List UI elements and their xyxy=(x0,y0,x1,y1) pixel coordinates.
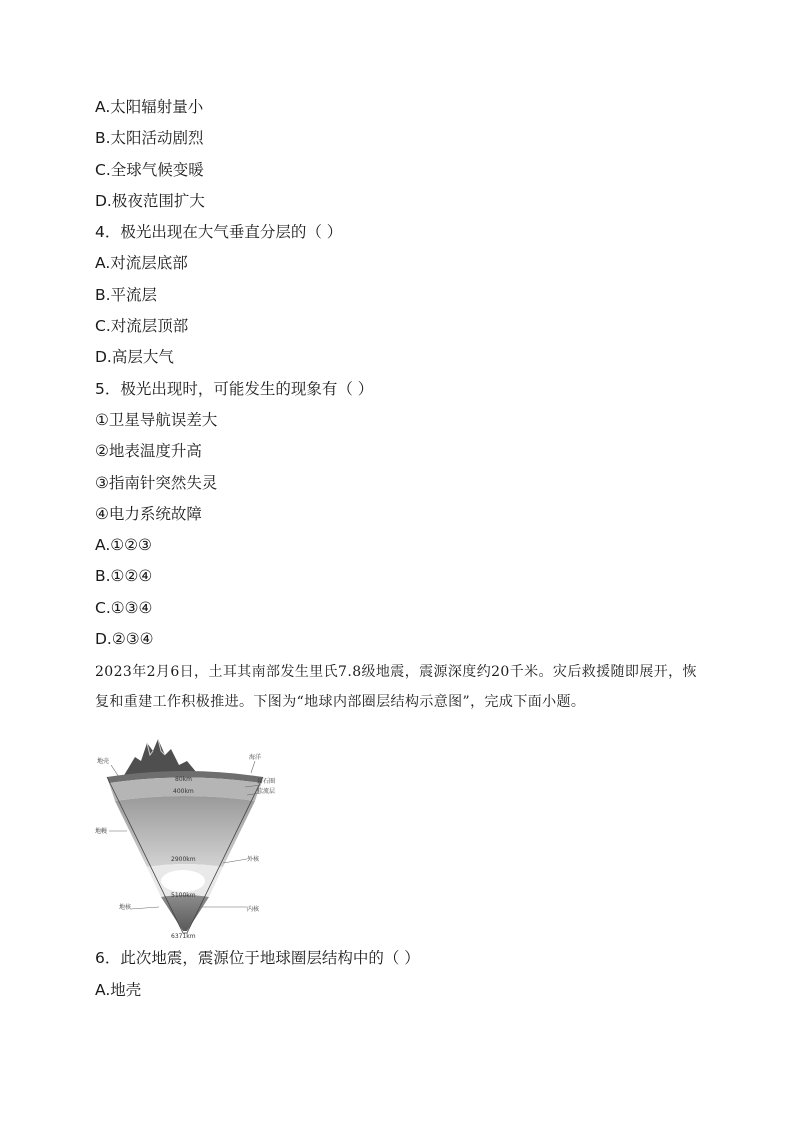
label-depth-80: 80km xyxy=(175,776,192,784)
label-depth-5100: 5100km xyxy=(171,892,196,900)
label-mantle: 地幔 xyxy=(95,828,108,836)
q4-option-a: A.对流层底部 xyxy=(95,254,188,273)
q6-option-a: A.地壳 xyxy=(95,980,142,999)
label-depth-400: 400km xyxy=(173,788,194,796)
earthquake-passage: 2023年2月6日，土耳其南部发生里氏7.8级地震，震源深度约20千米。灾后救援随即展开，恢复和重建工作积极推进。下图为“地球内部圈层结构示意图”，完成下面小题。 xyxy=(95,664,697,711)
label-crust: 地壳 xyxy=(97,758,110,766)
q3-option-d: D.极夜范围扩大 xyxy=(95,191,205,210)
q5-option-c: C.①③④ xyxy=(95,598,153,617)
q4-stem: 4．极光出现在大气垂直分层的（ ） xyxy=(95,223,343,242)
document-page xyxy=(95,92,705,1006)
label-depth-2900: 2900km xyxy=(171,856,196,864)
q5-item-2: ②地表温度升高 xyxy=(95,442,202,461)
label-core: 地核 xyxy=(119,904,132,912)
q5-item-4: ④电力系统故障 xyxy=(95,504,202,523)
label-inner-core: 内核 xyxy=(247,906,260,914)
q3-option-a: A.太阳辐射量小 xyxy=(95,98,204,116)
q5-option-a: A.①②③ xyxy=(95,536,152,555)
earth-interior-diagram xyxy=(95,721,280,939)
label-lithosphere: 岩石圈 xyxy=(257,778,276,786)
label-asthenosphere: 软流层 xyxy=(257,788,276,796)
earth-cross-section-svg xyxy=(95,721,280,939)
label-outer-core: 外核 xyxy=(247,856,260,864)
q6-stem: 6．此次地震，震源位于地球圈层结构中的（ ） xyxy=(95,949,420,968)
label-ocean: 海洋 xyxy=(249,754,262,762)
q3-option-c: C.全球气候变暖 xyxy=(95,160,204,179)
q5-item-3: ③指南针突然失灵 xyxy=(95,473,218,492)
inner-core-layer xyxy=(161,895,209,931)
q4-option-d: D.高层大气 xyxy=(95,348,174,367)
q5-option-d: D.②③④ xyxy=(95,630,154,649)
q5-item-1: ①卫星导航误差大 xyxy=(95,410,218,429)
q3-option-b: B.太阳活动剧烈 xyxy=(95,129,204,148)
q5-option-b: B.①②④ xyxy=(95,567,153,586)
q4-option-c: C.对流层顶部 xyxy=(95,317,189,336)
q4-option-b: B.平流层 xyxy=(95,285,158,304)
label-depth-6371: 6371km xyxy=(171,933,196,940)
q5-stem: 5．极光出现时，可能发生的现象有（ ） xyxy=(95,379,374,398)
